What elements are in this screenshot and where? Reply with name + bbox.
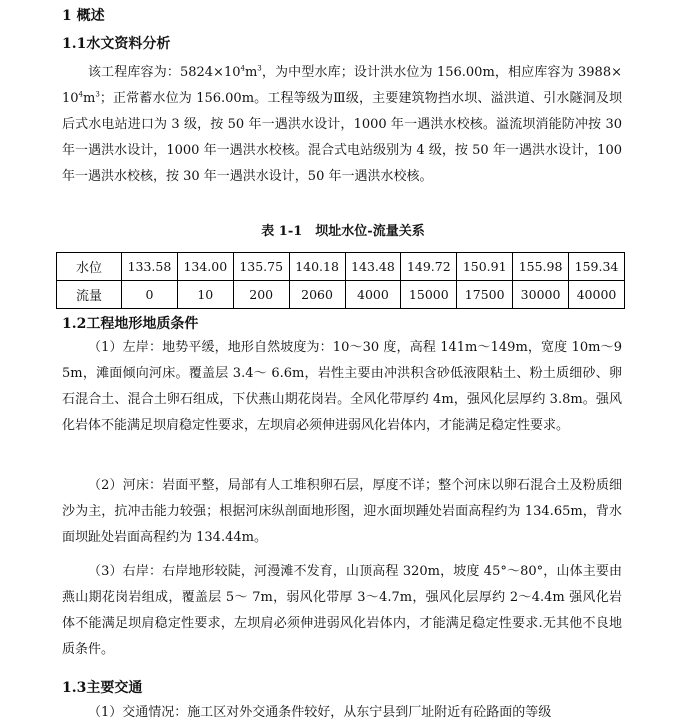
table-cell: 143.48 (345, 253, 401, 281)
table-cell: 30000 (513, 281, 569, 309)
row-header-flow: 流量 (57, 281, 122, 309)
table-row (57, 281, 625, 309)
water-level-flow-table (56, 252, 625, 309)
table-cell: 150.91 (457, 253, 513, 281)
table-cell: 200 (233, 281, 289, 309)
table-cell: 17500 (457, 281, 513, 309)
section-1-2-heading: 1.2工程地形地质条件 (62, 316, 199, 332)
table-cell: 149.72 (401, 253, 457, 281)
traffic-paragraph: （1）交通情况：施工区对外交通条件较好，从东宁县到厂址附近有砼路面的等级 (88, 705, 552, 720)
table-cell: 10 (177, 281, 233, 309)
right-bank-paragraph: （3）右岸：右岸地形较陡，河漫滩不发育，山顶高程 320m，坡度 45°～80°，山体主要由燕山期花岗岩组成，覆盖层 5～ 7m，弱风化带厚 3～4.7m，强风化层厚约 2～4.4m 强风化岩体不能满足坝肩稳定性要求，左坝肩必须伸进弱风化岩体内，才能满足稳定性要求.无其他不良地质条件。 (62, 564, 622, 657)
table-cell: 133.58 (122, 253, 178, 281)
table-cell: 155.98 (513, 253, 569, 281)
section-1-heading: 1 概述 (62, 8, 105, 24)
table-cell: 15000 (401, 281, 457, 309)
section-1-1-heading: 1.1水文资料分析 (62, 36, 171, 52)
table-cell: 134.00 (177, 253, 233, 281)
table-cell: 135.75 (233, 253, 289, 281)
table-row (57, 253, 625, 281)
table-cell: 0 (122, 281, 178, 309)
row-header-water-level: 水位 (57, 253, 122, 281)
table-cell: 2060 (289, 281, 345, 309)
table-cell: 40000 (569, 281, 625, 309)
table-cell: 4000 (345, 281, 401, 309)
hydrology-paragraph: 该工程库容为：$5824\times 10^4m^3$，为中型水库；设计洪水位为 156.00m，相应库容为 $3988\times 10^4m^3$；正常蓄水位为 156.00m。工程等级为Ⅲ级，主要建筑物挡水坝、溢洪道、引水隧洞及坝后式水电站进口为 3 级，按 50 年一遇洪水设计，1000 年一遇洪水校核。溢流坝消能防冲按 30 年一遇洪水设计，1000 年一遇洪水校核。混合式电站级别为 4 级，按 50 年一遇洪水设计，100 年一遇洪水校核，按 30 年一遇洪水设计，50 年一遇洪水校核。 (62, 64, 622, 184)
table-cell: 140.18 (289, 253, 345, 281)
table-1-1-caption: 表 1-1 坝址水位-流量关系 (261, 224, 425, 239)
section-1-3-heading: 1.3主要交通 (62, 680, 143, 696)
table-cell: 159.34 (569, 253, 625, 281)
left-bank-paragraph: （1）左岸：地势平缓，地形自然坡度为：10～30 度，高程 141m～149m，宽度 10m～95m，滩面倾向河床。覆盖层 3.4～ 6.6m，岩性主要由冲洪积含砂低液限粘土、粉土质细砂、卵石混合土、混合土卵石组成，下伏燕山期花岗岩。全风化带厚约 4m，强风化层厚约 3.8m。强风化岩体不能满足坝肩稳定性要求，左坝肩必须伸进弱风化岩体内，才能满足稳定性要求。 (62, 340, 622, 433)
riverbed-paragraph: （2）河床：岩面平整，局部有人工堆积卵石层，厚度不详；整个河床以卵石混合土及粉质细沙为主，抗冲击能力较强；根据河床纵剖面地形图，迎水面坝踵处岩面高程约为 134.65m，背水面坝趾处岩面高程约为 134.44m。 (62, 478, 622, 545)
